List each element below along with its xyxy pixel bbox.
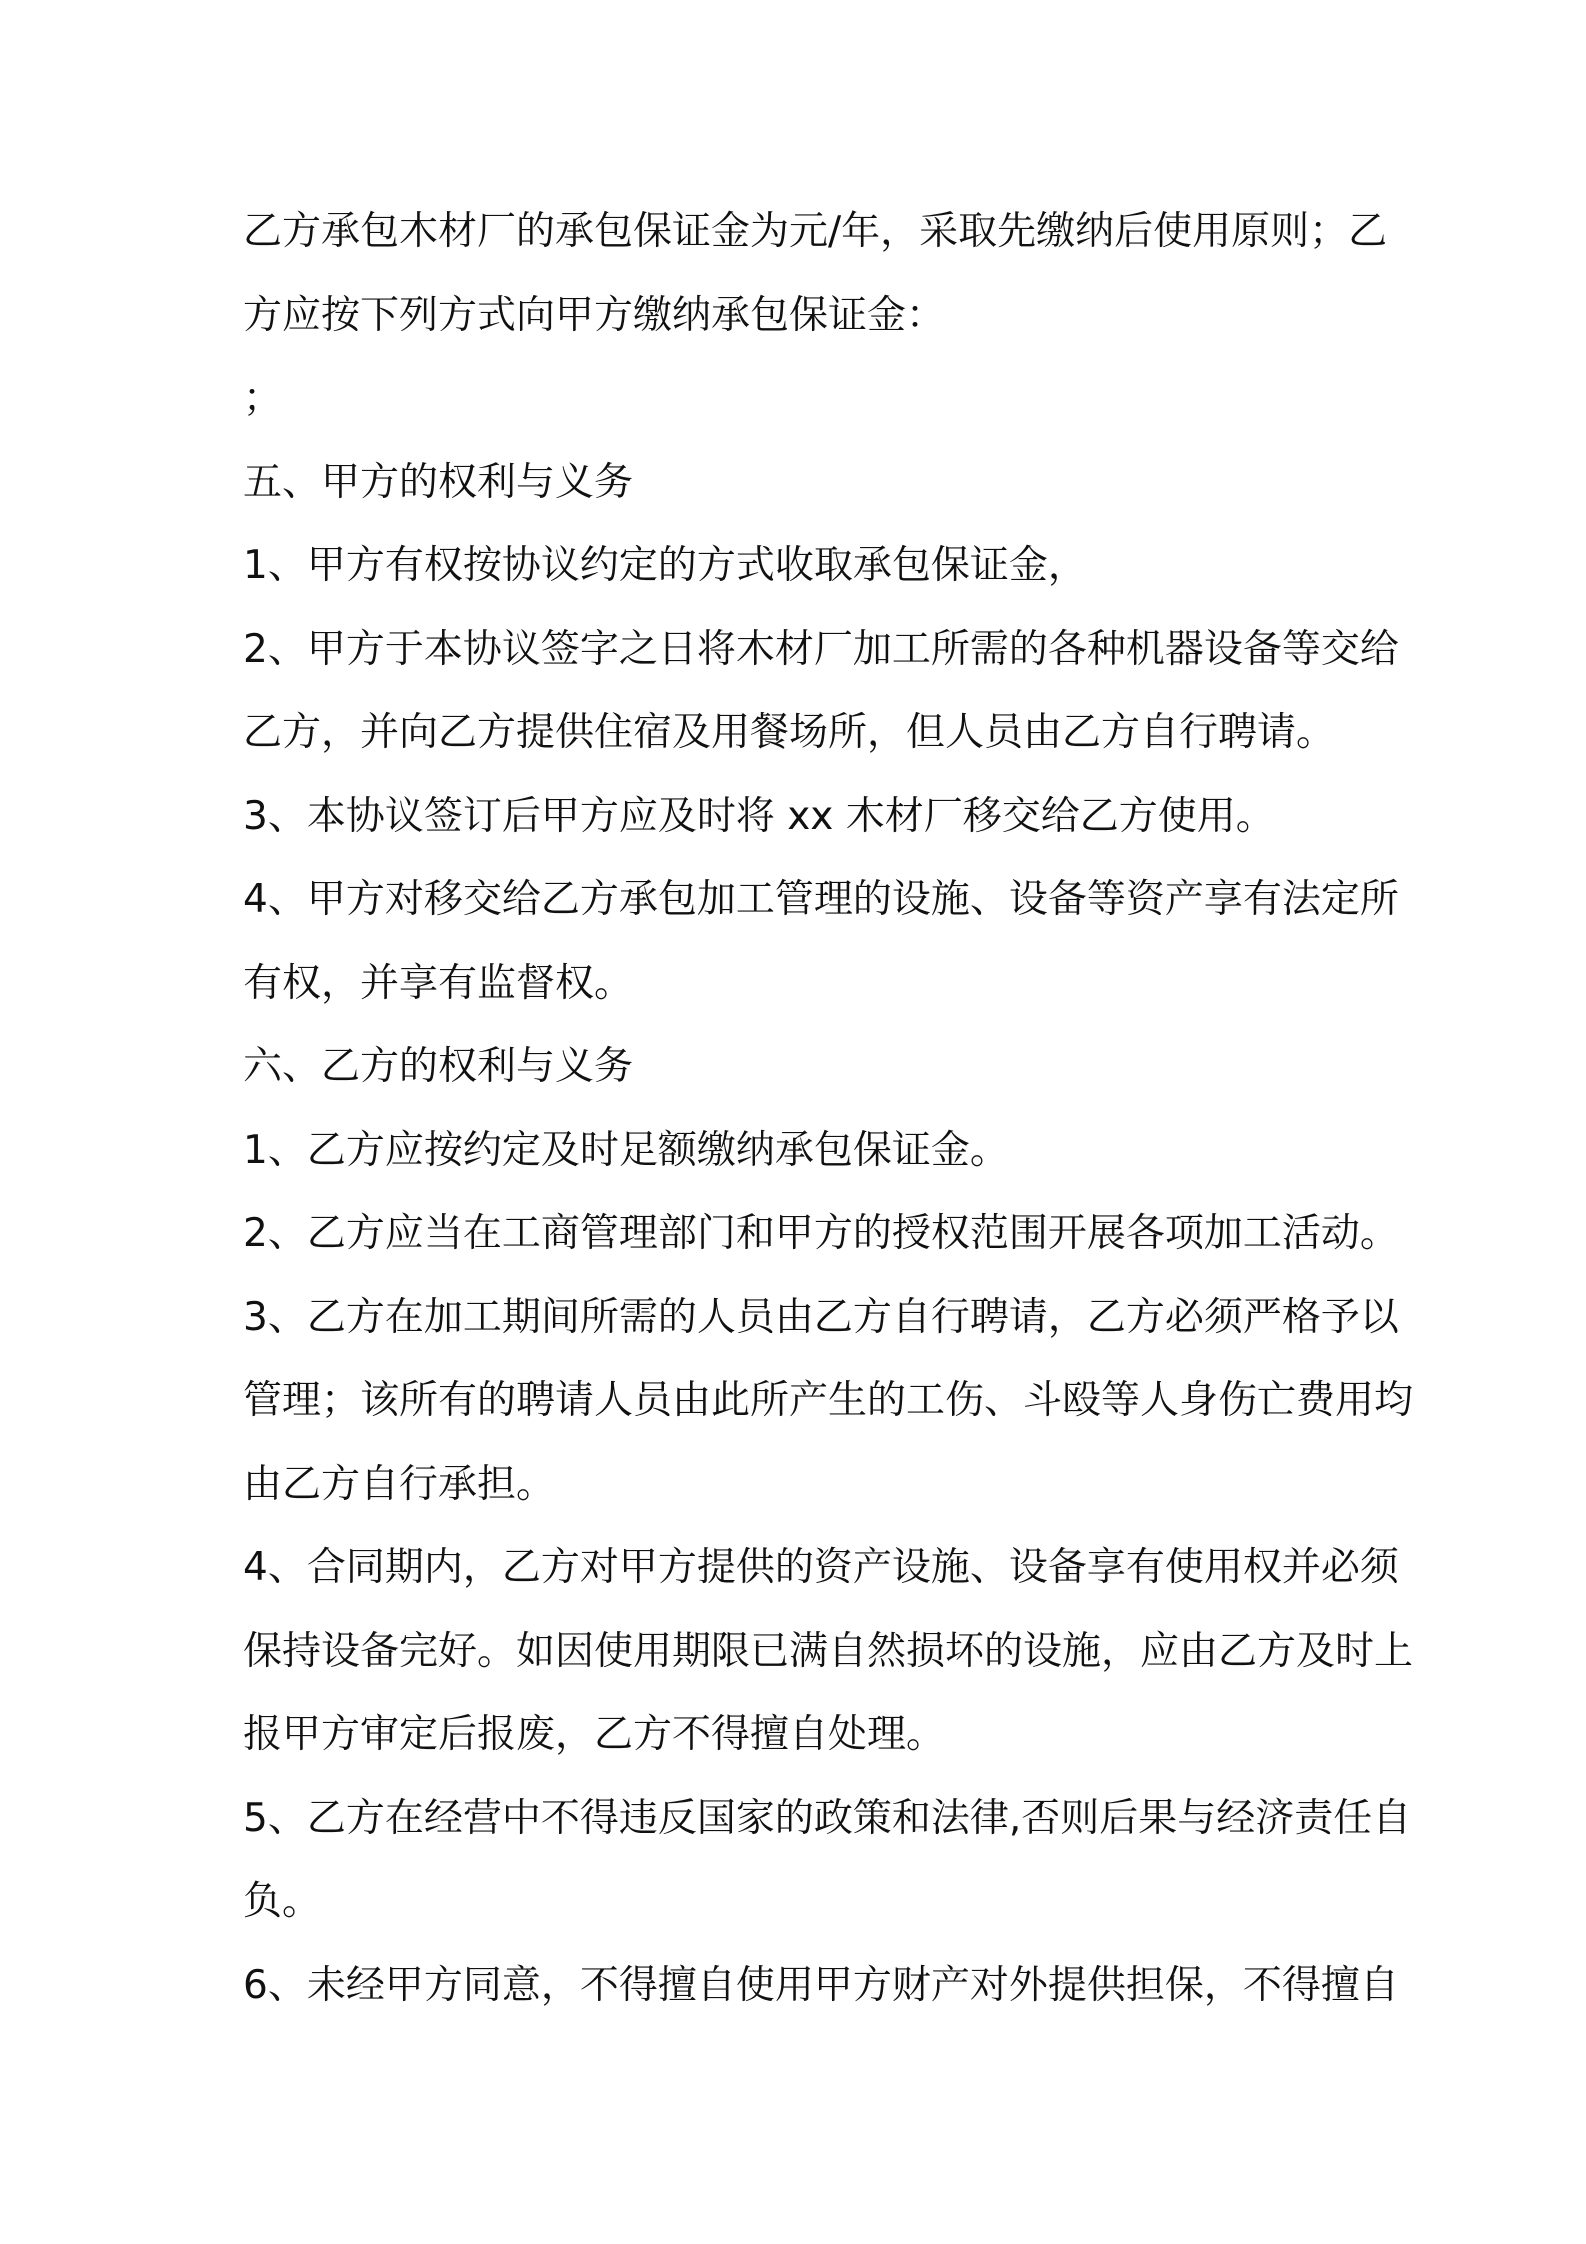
section-heading: 五、甲方的权利与义务 — [243, 459, 634, 505]
text-line: 有权，并享有监督权。 — [243, 960, 634, 1006]
text-line: ； — [243, 376, 283, 421]
text-line: 管理；该所有的聘请人员由此所产生的工伤、斗殴等人身伤亡费用均 — [243, 1378, 1414, 1423]
text-line: 3、乙方在加工期间所需的人员由乙方自行聘请，乙方必须严格予以 — [243, 1294, 1399, 1340]
text-line: 乙方，并向乙方提供住宿及用餐场所，但人员由乙方自行聘请。 — [243, 710, 1336, 755]
text-line: 报甲方审定后报废，乙方不得擅自处理。 — [243, 1712, 946, 1757]
text-line: 方应按下列方式向甲方缴纳承包保证金： — [243, 292, 946, 338]
text-line: 4、合同期内，乙方对甲方提供的资产设施、设备享有使用权并必须 — [243, 1545, 1399, 1590]
text-line: 3、本协议签订后甲方应及时将 xx 木材厂移交给乙方使用。 — [243, 793, 1275, 839]
text-line: 4、甲方对移交给乙方承包加工管理的设施、设备等资产享有法定所 — [243, 877, 1399, 922]
text-line: 负。 — [243, 1879, 322, 1924]
text-line: 2、甲方于本协议签字之日将木材厂加工所需的各种机器设备等交给 — [243, 626, 1399, 672]
document-body — [243, 190, 1414, 2027]
text-line: 乙方承包木材厂的承包保证金为元/年，采取先缴纳后使用原则；乙 — [243, 209, 1388, 254]
text-line: 由乙方自行承担。 — [243, 1461, 556, 1507]
text-line: 1、甲方有权按协议约定的方式收取承包保证金， — [243, 543, 1087, 588]
section-heading: 六、乙方的权利与义务 — [243, 1044, 634, 1089]
text-line: 保持设备完好。如因使用期限已满自然损坏的设施，应由乙方及时上 — [243, 1628, 1414, 1674]
text-line: 1、乙方应按约定及时足额缴纳承包保证金。 — [243, 1127, 1009, 1173]
text-line: 6、未经甲方同意，不得擅自使用甲方财产对外提供担保，不得擅自 — [243, 1962, 1399, 2008]
text-line: 5、乙方在经营中不得违反国家的政策和法律,否则后果与经济责任自 — [243, 1795, 1412, 1841]
text-line: 2、乙方应当在工商管理部门和甲方的授权范围开展各项加工活动。 — [243, 1211, 1399, 1256]
